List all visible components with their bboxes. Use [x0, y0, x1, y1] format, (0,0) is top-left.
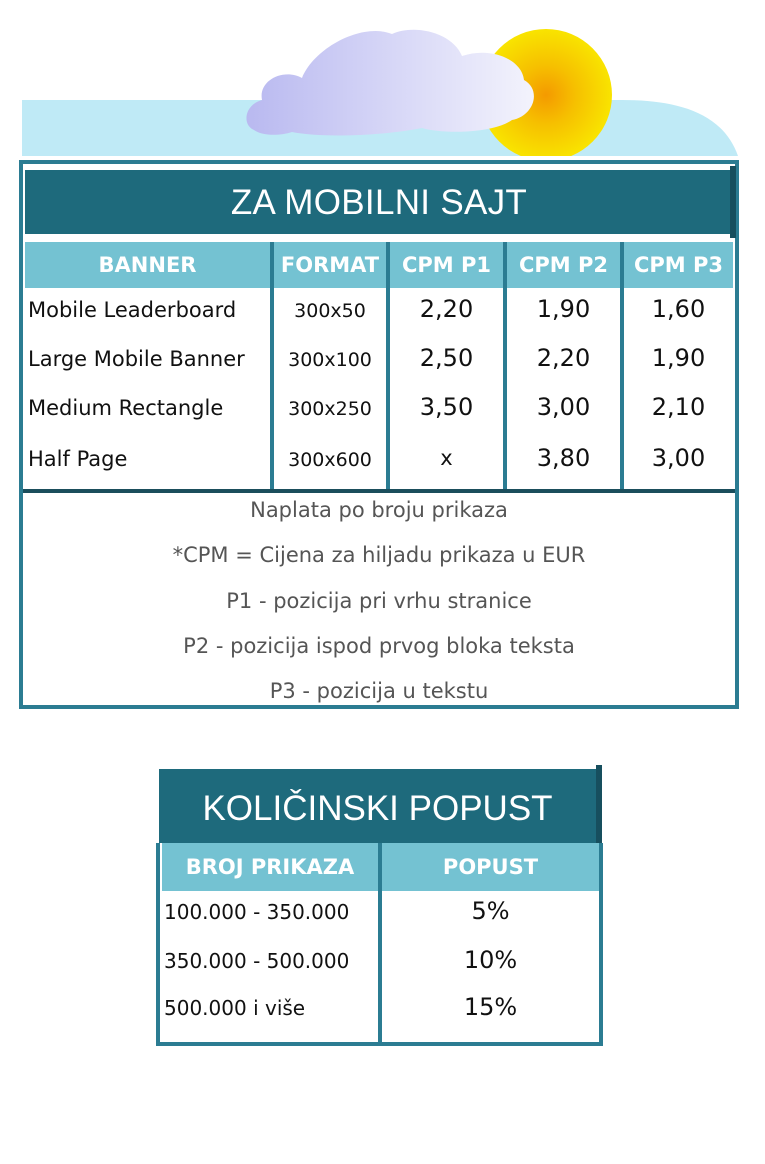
cpm-p3: 1,60: [651, 295, 706, 323]
cpm-p1: 3,50: [419, 393, 474, 421]
note-p1: P1 - pozicija pri vrhu stranice: [226, 589, 532, 613]
column-header-cpm-p3: CPM P3: [624, 242, 733, 288]
mobile-table-title: ZA MOBILNI SAJT: [25, 170, 733, 234]
note-p2: P2 - pozicija ispod prvog bloka teksta: [183, 634, 575, 658]
cpm-p3: 2,10: [651, 393, 706, 421]
column-header-banner: BANNER: [25, 242, 270, 288]
banner-name: Half Page: [28, 447, 128, 471]
sky-cloud-sun-illustration: [22, 20, 738, 156]
column-header-cpm-p2: CPM P2: [507, 242, 620, 288]
column-header-impressions: BROJ PRIKAZA: [162, 843, 378, 891]
discount-table-body: [156, 843, 603, 1046]
cpm-p2: 2,20: [536, 344, 591, 372]
cpm-p2: 3,00: [536, 393, 591, 421]
column-header-discount: POPUST: [382, 843, 599, 891]
cloud: [246, 30, 533, 136]
title-shadow: [596, 765, 602, 845]
cpm-p3: 3,00: [651, 444, 706, 472]
banner-format: 300x100: [288, 349, 372, 371]
impressions-range: 350.000 - 500.000: [164, 949, 350, 973]
header-illustration: [22, 20, 738, 156]
volume-discount-table: [156, 765, 603, 1046]
banner-name: Mobile Leaderboard: [28, 298, 237, 322]
cpm-p2: 3,80: [536, 444, 591, 472]
cpm-p1: x: [440, 446, 453, 470]
note-p3: P3 - pozicija u tekstu: [269, 679, 489, 703]
note-cpm-definition: *CPM = Cijena za hiljadu prikaza u EUR: [172, 543, 586, 567]
impressions-range: 500.000 i više: [164, 996, 306, 1020]
cpm-p1: 2,20: [419, 295, 474, 323]
cpm-p3: 1,90: [651, 344, 706, 372]
banner-format: 300x50: [294, 300, 366, 322]
cpm-p2: 1,90: [536, 295, 591, 323]
notes-separator: [23, 489, 735, 493]
banner-format: 300x250: [288, 398, 372, 420]
title-shadow: [730, 166, 736, 238]
column-header-format: FORMAT: [274, 242, 386, 288]
discount-value: 10%: [463, 946, 518, 974]
cpm-p1: 2,50: [419, 344, 474, 372]
discount-value: 15%: [463, 993, 518, 1021]
mobile-pricing-table: [19, 160, 739, 709]
discount-table-title: KOLIČINSKI POPUST: [159, 769, 596, 843]
banner-name: Large Mobile Banner: [28, 347, 245, 371]
impressions-range: 100.000 - 350.000: [164, 900, 350, 924]
note-billing: Naplata po broju prikaza: [250, 498, 508, 522]
discount-value: 5%: [471, 897, 510, 925]
column-header-cpm-p1: CPM P1: [390, 242, 503, 288]
banner-format: 300x600: [288, 449, 372, 471]
banner-name: Medium Rectangle: [28, 396, 224, 420]
